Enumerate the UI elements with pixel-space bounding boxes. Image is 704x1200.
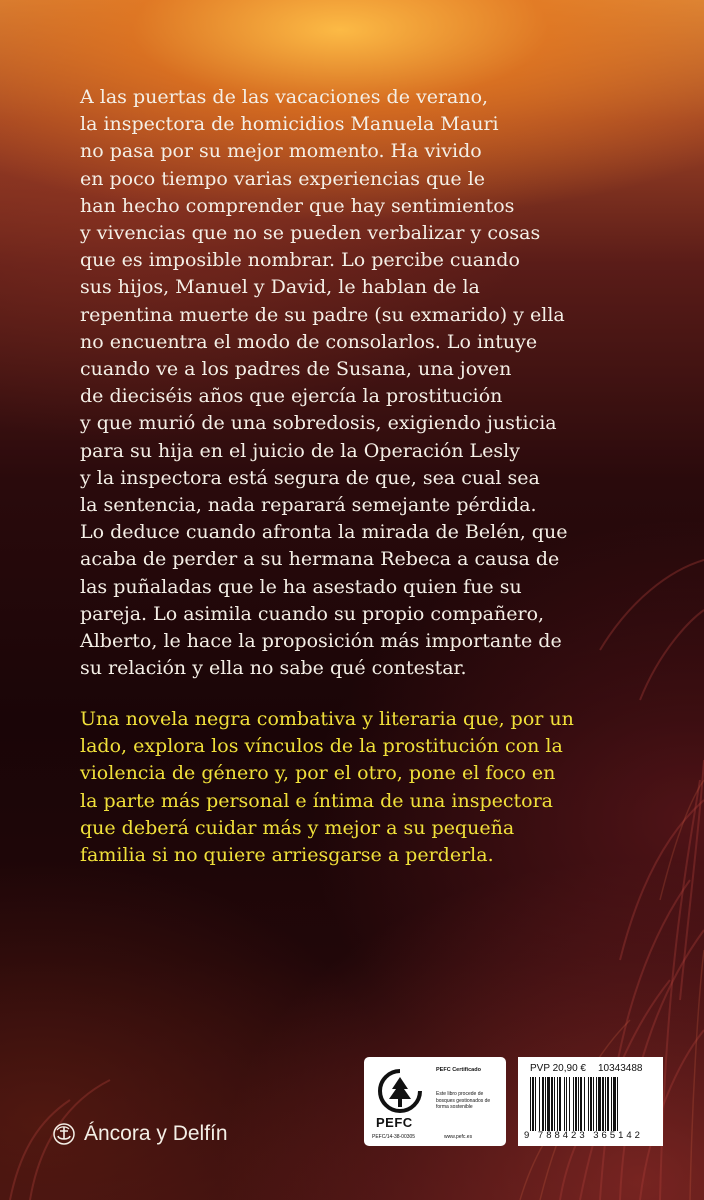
tagline-text bbox=[80, 706, 660, 869]
barcode-bar bbox=[569, 1077, 570, 1131]
synopsis-line: pareja. Lo asimila cuando su propio compañero, bbox=[80, 602, 545, 625]
synopsis-line: la inspectora de homicidios Manuela Mauri bbox=[80, 113, 499, 136]
barcode-bar bbox=[617, 1077, 618, 1131]
tagline-line: la parte más personal e íntima de una inspectora bbox=[80, 789, 554, 812]
barcode-bar bbox=[584, 1077, 585, 1131]
barcode-bar bbox=[542, 1077, 544, 1131]
barcode-bar bbox=[611, 1077, 612, 1131]
barcode-bar bbox=[575, 1077, 577, 1131]
barcode-bar bbox=[559, 1077, 561, 1131]
synopsis-line: sus hijos, Manuel y David, le hablan de la bbox=[80, 276, 480, 299]
synopsis-line: han hecho comprender que hay sentimientos bbox=[80, 194, 515, 217]
tagline-line: lado, explora los vínculos de la prostitución con la bbox=[80, 735, 563, 758]
product-code: 10343488 bbox=[598, 1063, 643, 1074]
barcode-bar bbox=[580, 1077, 582, 1131]
synopsis-line: acaba de perder a su hermana Rebeca a causa de bbox=[80, 548, 560, 571]
barcode-bar bbox=[605, 1077, 606, 1131]
pefc-certification-label bbox=[364, 1057, 506, 1146]
barcode-bar bbox=[530, 1077, 531, 1131]
synopsis-line: las puñaladas que le ha asestado quien fue su bbox=[80, 575, 522, 598]
barcode-bar bbox=[539, 1077, 540, 1131]
barcode-bar bbox=[596, 1077, 597, 1131]
barcode-bar bbox=[551, 1077, 553, 1131]
barcode-bar bbox=[535, 1077, 536, 1131]
synopsis-line: Lo deduce cuando afronta la mirada de Belén, que bbox=[80, 521, 568, 544]
barcode-bar bbox=[598, 1077, 601, 1131]
synopsis-line: y la inspectora está segura de que, sea cual sea bbox=[80, 466, 540, 489]
barcode-bar bbox=[578, 1077, 579, 1131]
synopsis-line: Alberto, le hace la proposición más importante de bbox=[80, 630, 562, 653]
tagline-line: que deberá cuidar más y mejor a su pequeña bbox=[80, 816, 515, 839]
barcode-bars bbox=[530, 1077, 656, 1131]
pefc-url: www.pefc.es bbox=[444, 1134, 473, 1140]
anchor-dolphin-icon bbox=[52, 1122, 76, 1146]
synopsis-text bbox=[80, 84, 660, 682]
publisher-name: Áncora y Delfín bbox=[84, 1122, 228, 1145]
price-label: PVP 20,90 € bbox=[530, 1063, 586, 1074]
barcode-label bbox=[518, 1057, 663, 1146]
barcode-bar bbox=[593, 1077, 594, 1131]
synopsis-line: que es imposible nombrar. Lo percibe cuando bbox=[80, 249, 520, 272]
publisher-imprint bbox=[52, 1122, 228, 1146]
synopsis-line: no pasa por su mejor momento. Ha vivido bbox=[80, 140, 482, 163]
barcode-bar bbox=[532, 1077, 534, 1131]
barcode-bar bbox=[588, 1077, 589, 1131]
barcode-bar bbox=[547, 1077, 550, 1131]
synopsis-line: en poco tiempo varias experiencias que le bbox=[80, 167, 486, 190]
barcode-bar bbox=[602, 1077, 604, 1131]
synopsis-line: cuando ve a los padres de Susana, una joven bbox=[80, 358, 512, 381]
tagline-line: familia si no quiere arriesgarse a perderla. bbox=[80, 844, 494, 867]
synopsis-line: y vivencias que no se pueden verbalizar y cosas bbox=[80, 222, 541, 245]
barcode-bar bbox=[545, 1077, 546, 1131]
synopsis-line: repentina muerte de su padre (su exmarido) y ella bbox=[80, 303, 565, 326]
synopsis-line: de dieciséis años que ejercía la prostitución bbox=[80, 385, 503, 408]
tagline-line: violencia de género y, por el otro, pone el foco en bbox=[80, 762, 556, 785]
barcode-bar bbox=[566, 1077, 567, 1131]
pefc-description: Este libro procede de bosques gestionados de forma sostenible bbox=[436, 1091, 491, 1110]
barcode-bar bbox=[607, 1077, 609, 1131]
pefc-tree-icon bbox=[374, 1067, 426, 1113]
pefc-name: PEFC bbox=[376, 1115, 413, 1130]
pefc-code: PEFC/14-38-00305 bbox=[372, 1134, 416, 1140]
barcode-bar bbox=[557, 1077, 558, 1131]
synopsis-line: no encuentra el modo de consolarlos. Lo intuye bbox=[80, 330, 538, 353]
synopsis-line: su relación y ella no sabe qué contestar. bbox=[80, 657, 467, 680]
pefc-title: PEFC Certificado bbox=[436, 1067, 481, 1073]
barcode-bar bbox=[564, 1077, 565, 1131]
tagline-line: Una novela negra combativa y literaria que, por un bbox=[80, 708, 574, 730]
barcode-bar bbox=[613, 1077, 616, 1131]
synopsis-line: la sentencia, nada reparará semejante pérdida. bbox=[80, 494, 537, 517]
synopsis-line: A las puertas de las vacaciones de verano, bbox=[80, 86, 489, 108]
barcode-bar bbox=[554, 1077, 555, 1131]
isbn-number: 9 788423 365142 bbox=[524, 1130, 643, 1141]
barcode-bar bbox=[590, 1077, 592, 1131]
synopsis-line: para su hija en el juicio de la Operación Lesly bbox=[80, 439, 520, 462]
barcode-bar bbox=[573, 1077, 574, 1131]
synopsis-line: y que murió de una sobredosis, exigiendo justicia bbox=[80, 412, 557, 435]
